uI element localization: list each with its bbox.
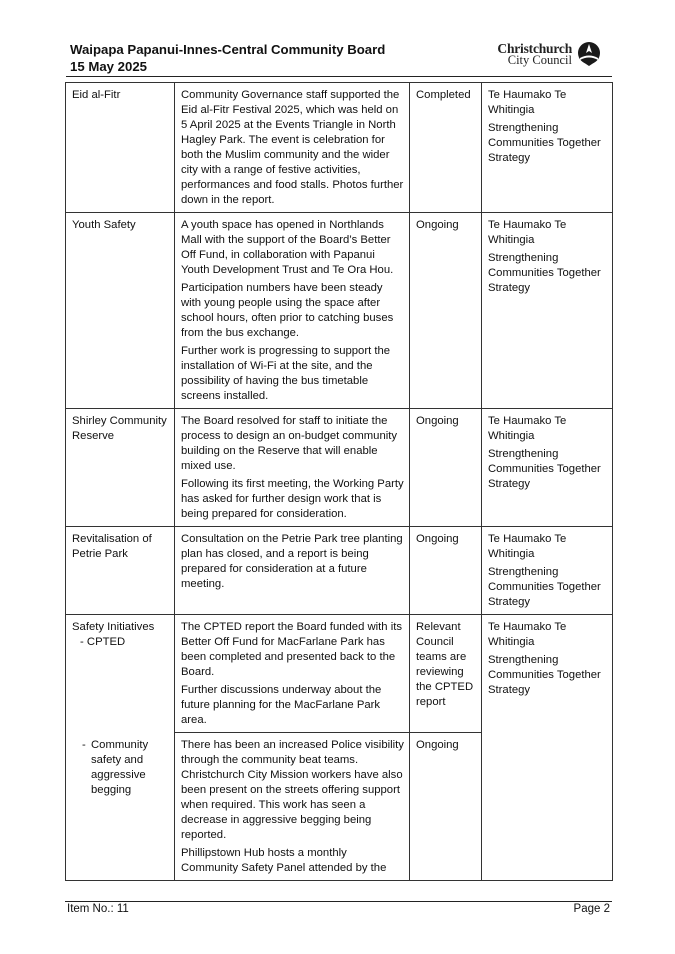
topic-label: Safety Initiatives: [72, 621, 155, 633]
description-cell: Community Governance staff supported the Eid al-Fitr Festival 2025, which was held on 5 April 2025 at the Events Triangle in North Hagley Park. The event is celebration for both the Muslim community and the wider city with a range of festive activities, performances and food stalls. Photos further down in the report.: [175, 83, 410, 213]
status-cell: Completed: [410, 83, 482, 213]
strategy-cell: Te Haumako Te Whitingia Strengthening Communities Together Strategy: [482, 615, 613, 881]
subtopic-label: - CPTED: [80, 636, 126, 648]
table-row: [66, 83, 613, 213]
board-name: Waipapa Papanui-Innes-Central Community Board: [70, 42, 386, 57]
topic-cell: Revitalisation of Petrie Park: [66, 527, 175, 615]
topic-cell: Shirley Community Reserve: [66, 409, 175, 527]
strategy-cell: Te Haumako Te Whitingia Strengthening Communities Together Strategy: [482, 213, 613, 409]
table-row: [66, 615, 613, 733]
topic-cell: [66, 615, 175, 733]
topic-cell: [66, 733, 175, 881]
page-footer: [65, 901, 612, 915]
table-row: [66, 213, 613, 409]
strategy-cell: Te Haumako Te Whitingia Strengthening Communities Together Strategy: [482, 527, 613, 615]
status-cell: Relevant Council teams are reviewing the CPTED report: [410, 615, 482, 733]
description-cell: Consultation on the Petrie Park tree planting plan has closed, and a report is being prepared for consideration at a future meeting.: [175, 527, 410, 615]
strategy-cell: Te Haumako Te Whitingia Strengthening Communities Together Strategy: [482, 83, 613, 213]
status-cell: Ongoing: [410, 733, 482, 881]
description-cell: The CPTED report the Board funded with its Better Off Fund for MacFarlane Park has been completed and presented back to the Board. Further discussions underway about the future planning for the MacFarlane Park area.: [175, 615, 410, 733]
meeting-date: 15 May 2025: [70, 59, 147, 74]
logo-wordmark-line2: City Council: [507, 53, 572, 67]
item-number: Item No.: 11: [67, 903, 129, 915]
status-cell: Ongoing: [410, 527, 482, 615]
cathedral-logo-icon: [576, 41, 602, 67]
status-cell: Ongoing: [410, 213, 482, 409]
topic-cell: Eid al-Fitr: [66, 83, 175, 213]
page-header: [66, 40, 612, 77]
description-cell: A youth space has opened in Northlands Mall with the support of the Board’s Better Off Fund, in collaboration with Papanui Youth Development Trust and Te Ora Hou. Participation numbers have been steady with young people using the space after school hours, often prior to catching buses from the bus exchange. Further work is progressing to support the installation of Wi-Fi at the site, and the possibility of having the bus timetable screens installed.: [175, 213, 410, 409]
council-logo: [492, 41, 602, 69]
page-number: Page 2: [573, 903, 610, 915]
subtopic-label: - Community safety and aggressive begging: [82, 738, 149, 796]
board-title: [70, 41, 385, 75]
description-cell: The Board resolved for staff to initiate the process to design an on-budget community building on the Reserve that will enable mixed use. Following its first meeting, the Working Party has asked for further design work that is being prepared for consideration.: [175, 409, 410, 527]
strategy-cell: Te Haumako Te Whitingia Strengthening Communities Together Strategy: [482, 409, 613, 527]
description-cell: There has been an increased Police visibility through the community beat teams. Christchurch City Mission workers have also been present on the streets offering support when required. This work has seen a decrease in aggressive begging being reported. Phillipstown Hub hosts a monthly Community Safety Panel attended by the: [175, 733, 410, 881]
report-table: [65, 82, 613, 881]
logo-wordmark-line1: Christchurch: [497, 41, 572, 56]
table-row: [66, 527, 613, 615]
table-row: [66, 409, 613, 527]
topic-cell: Youth Safety: [66, 213, 175, 409]
status-cell: Ongoing: [410, 409, 482, 527]
